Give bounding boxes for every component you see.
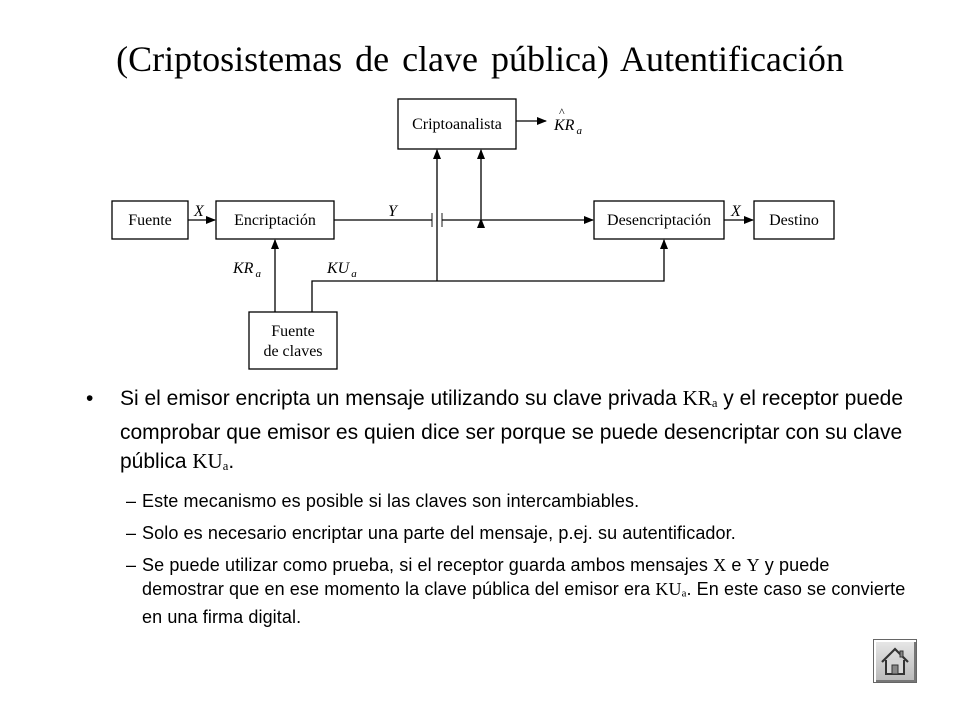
label-kr-hat-caret: ^ <box>559 105 565 119</box>
sub-bullet-dash: – <box>126 554 137 575</box>
sub-bullet-3-y: Y <box>746 554 760 575</box>
sub-bullet-3-text-1: Se puede utilizar como prueba, si el receptor guarda ambos mensajes <box>142 554 714 575</box>
bullet-dot: • <box>86 387 94 410</box>
sub-bullet-dash: – <box>126 522 137 543</box>
bullet-main-text-3: . <box>228 449 235 473</box>
bullet-list <box>86 384 906 629</box>
label-criptoanalista: Criptoanalista <box>412 116 502 133</box>
sub-bullet-1 <box>86 489 906 513</box>
bullet-main-kr-sub: a <box>711 395 718 410</box>
label-y: Y <box>388 203 397 220</box>
label-kr-hat: KR $_a$ <box>554 117 582 137</box>
sub-bullet-2-text: Solo es necesario encriptar una parte del mensaje, p.ej. su autentificador. <box>142 522 736 543</box>
sub-bullet-3-text-2: e <box>726 554 747 575</box>
bullet-main-text-1: Si el emisor encripta un mensaje utilizando su clave privada <box>120 387 683 410</box>
label-fuente-claves-2: de claves <box>263 343 323 360</box>
sub-bullet-3-ku: KU <box>655 578 682 599</box>
sub-bullet-3-text-3: y puede demostrar que en ese momento la clave pública del emisor era <box>142 554 830 599</box>
bullet-main-ku: KU <box>192 448 223 473</box>
slide-title: (Criptosistemas de clave pública) Autentificación <box>116 39 844 79</box>
home-icon <box>874 640 916 682</box>
label-x-in: X <box>194 203 204 220</box>
sub-bullet-2 <box>86 521 906 545</box>
sub-bullet-3-ku-sub: a <box>681 587 687 600</box>
label-desencriptacion: Desencriptación <box>607 212 711 229</box>
box-fuente-claves <box>249 312 337 369</box>
bullet-main-kr: KR <box>682 386 712 410</box>
label-fuente-claves-1: Fuente <box>271 323 315 340</box>
label-x-out: X <box>731 203 741 220</box>
sub-bullet-1-text: Este mecanismo es posible si las claves son intercambiables. <box>142 490 640 511</box>
arrow-ku-to-desencriptacion <box>312 240 664 312</box>
bullet-main <box>86 384 906 481</box>
label-fuente: Fuente <box>128 212 172 229</box>
label-ku-a: KU $_a$ <box>327 260 357 280</box>
sub-bullet-3 <box>86 553 906 630</box>
sub-bullet-3-x: X <box>713 554 727 575</box>
label-encriptacion: Encriptación <box>234 212 316 229</box>
bullet-main-text-2: y el receptor puede comprobar que emisor es quien dice ser porque se puede desencriptar con su clave pública <box>120 387 904 473</box>
label-kr-a: KR $_a$ <box>233 260 261 280</box>
sub-bullet-3-text-4: . En este caso se convierte en una firma digital. <box>142 578 906 628</box>
bullet-main-ku-sub: a <box>222 458 229 473</box>
sub-bullet-dash: – <box>126 490 137 511</box>
home-button[interactable] <box>873 639 917 683</box>
label-destino: Destino <box>769 212 819 229</box>
